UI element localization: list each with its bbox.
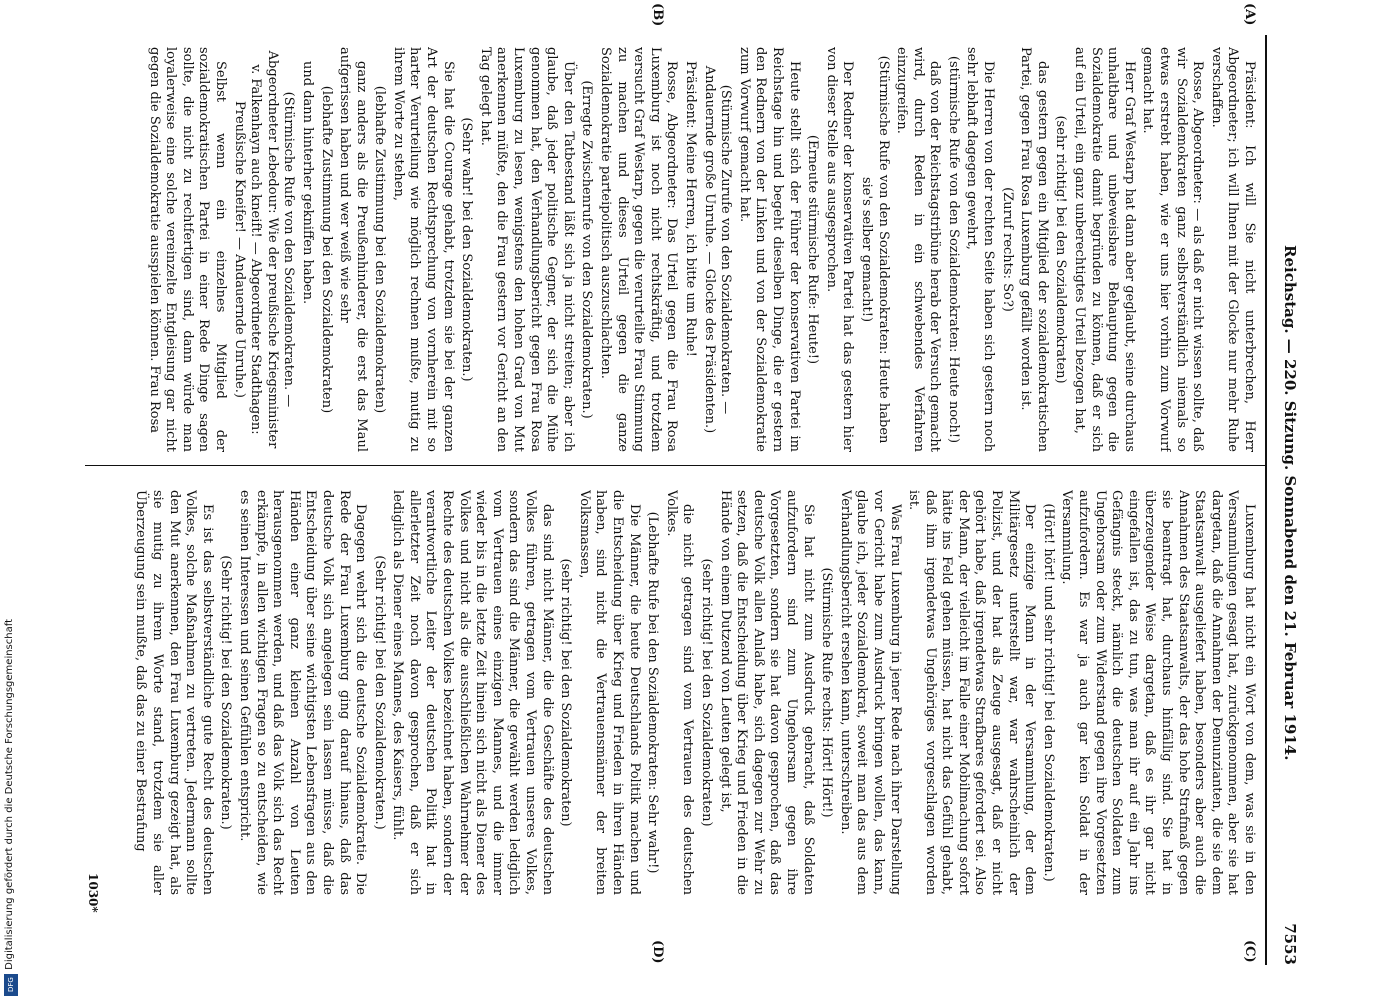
paragraph: (Stürmische Zurufe von den Sozialdemokraten. — Andauernde große Unruhe. — Glocke des Präsidenten.): [701, 65, 734, 434]
paragraph: Sie hat nicht zum Ausdruck gebracht, daß Soldaten aufzufordern sind zum Ungehorsam gegen ihre Vorgesetzten, sondern sie hat davon gesprochen, daß das deutsche Volk allen Anlaß habe, sich dagegen zur Wehr zu setzen, daß die Entscheidung über Krieg und Frieden in die Hände von einem Dutzend von Leuten gelegt ist,: [717, 490, 816, 895]
paragraph: Was Frau Luxemburg in jener Rede nach ihrer Darstellung vor Gericht habe zum Ausdruck bringen wollen, das kann, glaube ich, jeder Sozialdemokrat, soweit man das aus dem Verhandlungsbericht ersehen kann, unterschreiben.: [837, 490, 903, 895]
margin-marker-c: (C): [1242, 940, 1257, 963]
rotated-page-content: [85, 3, 1305, 965]
paragraph: (Sehr richtig! bei den Sozialdemokraten.): [371, 555, 387, 830]
paragraph: Der einzige Mann in der Versammlung, der dem Militärgesetz unterstellt war, war wahrscheinlich der Polizist, und der hat als Zeuge ausgesagt, daß er nicht gehört habe, daß irgendetwas Strafbares gefordert sei. Also der Mann, der vielleicht im Falle einer Mobilmachung sofort hätte ins Feld gehen müssen, hat nicht das Gefühl gehabt, daß ihm irgendetwas Ungehöriges vorgeschlagen worden ist.: [906, 490, 1038, 895]
paragraph: die nicht getragen sind vom Vertrauen des deutschen Volkes.: [663, 490, 696, 895]
paragraph: (Stürmische Rufe von den Sozialdemokraten. — Abgeordneter Lebedour: Wie der preußische Kriegsminister v. Falkenhayn auch kneift! — Abgeordneter Stadthagen: Preußische Kneifer! — Andauernde Unruhe.): [231, 50, 297, 449]
paragraph: (Sehr wahr! bei den Sozialdemokraten.): [459, 117, 475, 382]
digitization-credit-text: Digitalisierung gefördert durch die Deutsche Forschungsgemeinschaft: [4, 619, 15, 970]
sheet-signature: 1030*: [86, 873, 100, 913]
paragraph: (sehr richtig! bei den Sozialdemokraten): [699, 558, 714, 827]
paragraph: Rosse, Abgeordneter: Das Urteil gegen die Frau Rosa Luxemburg ist noch nicht rechtskräftig, und trotzdem versucht Graf Westarp, gegen die verurteilte Frau Stimmung zu machen und dieses Urteil gegen die ganze Sozialdemokratie parteipolitisch auszuschlachten.: [598, 47, 680, 452]
paragraph: Dagegen wehrt sich die deutsche Sozialdemokratie. Die Rede der Frau Luxemburg ging darauf hinaus, daß das deutsche Volk sich angelegen sein lassen müsse, daß die Entscheidung über seine wichtigsten Lebensfragen aus den Händen einer ganz kleinen Anzahl von Leuten herausgenommen werden, und daß das Volk sich das Recht erkämpfe, in allen wichtigen Fragen so zu entscheiden, wie es seinen Interessen und seinen Gefühlen entspricht.: [236, 490, 369, 895]
paragraph: Die Herren von der rechten Seite haben sich gestern noch sehr lebhaft dagegen gewehrt,: [964, 47, 997, 452]
paragraph: Selbst wenn ein einzelnes Mitglied der sozialdemokratischen Partei in einer Rede Dinge sagen sollte, die nicht zu rechtfertigen sind, dann würde man loyalerweise eine solche vereinzelte Entgleisung gar nicht gegen die Sozialdemokratie ausspielen können. Frau Rosa: [146, 47, 228, 452]
paragraph: (stürmische Rufe von den Sozialdemokraten: Heute noch!): [945, 55, 961, 444]
paragraph: (Hört! hört! und sehr richtig! bei den Sozialdemokraten.): [1040, 503, 1056, 882]
paragraph: Präsident: Meine Herren, ich bitte um Ruhe!: [683, 61, 698, 357]
dfg-logo: DFG: [4, 974, 18, 996]
paragraph: (Sehr richtig! bei den Sozialdemokraten.): [218, 555, 234, 830]
paragraph: (Erneute stürmische Rufe: Heute!): [805, 134, 821, 365]
page-header: [1271, 35, 1305, 965]
paragraph: Luxemburg hat nicht ein Wort von dem, was sie in den Versammlungen gesagt hat, zurückgenommen, aber sie hat dargetan, daß die Annahmen der Denunzianten, die sie dem Staatsanwalt ausgeliefert haben, besonders aber auch die Annahmen des Staatsanwalts, der das hohe Strafmaß gegen sie beantragt hat, durchaus hinfällig sind. Sie hat in überzeugender Weise dargetan, daß es ihr gar nicht eingefallen ist, das zu tun, was man ihr auf ein Jahr ins Gefängnis steckt, nämlich die deutschen Soldaten zum Ungehorsam oder zum Widerstand gegen ihre Vorgesetzten aufzufordern. Es war ja auch gar kein Soldat in der Versammlung.: [1059, 490, 1257, 895]
digitization-note: [4, 0, 20, 1000]
paragraph: (lebhafte Zustimmung bei den Sozialdemokraten): [318, 85, 334, 414]
paragraph: Über den Tatbestand läßt sich ja nicht streiten; aber ich glaube, daß jeder politische Gegner, der sich die Mühe genommen hat, den Verhandlungsbericht gegen Frau Rosa Luxemburg zu lesen, wenigstens den hohen Grad von Mut anerkennen müßte, den die Frau gestern vor Gericht an den Tag gelegt hat.: [477, 47, 576, 452]
paragraph: (Erregte Zwischenrufe von den Sozialdemokraten.): [579, 80, 595, 419]
paragraph: das gestern gegen ein Mitglied der sozialdemokratischen Partei, gegen Frau Rosa Luxemburg gefällt worden ist.: [1018, 47, 1050, 452]
page-header-title: Reichstag. — 220. Sitzung. Sonnabend den 21. Februar 1914.: [1281, 245, 1299, 761]
paragraph: Sie hat die Courage gehabt, trotzdem sie bei der ganzen Art der deutschen Rechtsprechung von vornherein mit so harter Verurteilung wie möglich rechnen mußte, mutig zu ihrem Worte zu stehen,: [390, 47, 456, 452]
paragraph: Es ist das selbstverständliche gute Recht des deutschen Volkes, solche Maßnahmen zu vertreten. Jedermann sollte den Mut anerkennen, den Frau Luxemburg gezeigt hat, als sie mutig zu ihrem Worte stand, trotzdem sie aller Überzeugung sein mußte, daß das zu einer Bestrafung: [133, 490, 215, 895]
margin-marker-a: (A): [1242, 3, 1257, 26]
paragraph: (Stürmische Rufe von den Sozialdemokraten: Heute haben sie's selber gemacht!): [858, 55, 891, 444]
paragraph: Rosse, Abgeordneter: — als daß er nicht wissen sollte, daß wir Sozialdemokraten ganz selbstverständlich niemals so etwas erstrebt haben, wie er uns hier vorhin zum Vorwurf gemacht hat.: [1140, 47, 1206, 452]
paragraph: (sehr richtig! bei den Sozialdemokraten): [1053, 115, 1069, 384]
margin-marker-d: (D): [650, 940, 665, 964]
paragraph: Die Männer, die heute Deutschlands Politik machen und die Entscheidung über Krieg und Frieden in ihren Händen haben, sind nicht die Vertrauensmänner der breiten Volksmassen,: [576, 490, 642, 895]
paragraph: (lebhafte Zustimmung bei den Sozialdemokraten): [372, 85, 388, 414]
right-text-column: [97, 490, 1257, 895]
paragraph: (Stürmische Rufe rechts: Hört! Hört!): [819, 567, 835, 818]
paragraph: Der Redner der konservativen Partei hat das gestern hier von dieser Stelle aus ausgesprochen.: [823, 47, 856, 452]
paragraph: Präsident: Ich will Sie nicht unterbrechen, Herr Abgeordneter; ich will Ihnen mit der Glocke nur mehr Ruhe verschaffen.: [1208, 47, 1257, 452]
margin-marker-b: (B): [650, 3, 665, 27]
column-divider: [85, 465, 1265, 466]
paragraph: daß von der Reichstagstribüne herab der Versuch gemacht wird, durch Reden in ein schwebendes Verfahren einzugreifen.: [894, 47, 943, 452]
left-text-column: [97, 47, 1257, 452]
paragraph: ganz anders als die Preußenhinderer, die erst das Maul aufgerissen haben und wer weiß wie sehr: [337, 47, 369, 452]
page-number: 7553: [1281, 923, 1299, 965]
paragraph: und dann hinterher gekniffen haben.: [299, 61, 315, 305]
paragraph: (sehr richtig! bei den Sozialdemokraten): [558, 558, 574, 827]
paragraph: Herr Graf Westarp hat dann aber geglaubt, seine durchaus unhaltbare und unbeweisbare Behauptung gegen die Sozialdemokratie damit begründen zu können, daß er sich auf ein Urteil, ein ganz unberechtigtes Urteil bezogen hat,: [1072, 47, 1137, 452]
paragraph: Heute stellt sich der Führer der konservativen Partei im Reichstage hin und begeht dieselben Dinge, die er gestern den Rednern von der Linken und von der Sozialdemokratie zum Vorwurf gemacht hat.: [736, 47, 802, 452]
header-rule: [1265, 35, 1267, 965]
paragraph: (Lebhafte Rufe bei den Sozialdemokraten: Sehr wahr!): [645, 511, 661, 874]
paragraph: das sind nicht Männer, die die Geschäfte des deutschen Volkes führen, getragen vom Vertrauen unseres Volkes, sondern das sind die Männer, die gewählt werden lediglich vom Vertrauen eines einzigen Mannes, und die immer wieder bis in die letzte Zeit hinein sich nicht als Diener des Volkes und nicht als die ausschließlichen Wahrnehmer der Rechte des deutschen Volkes bezeichnet haben, sondern der verantwortliche Leiter der deutschen Politik hat in allerletzter Zeit noch davon gesprochen, daß er sich lediglich als Diener eines Mannes, des Kaisers, fühlt.: [390, 490, 555, 895]
paragraph: (Zuruf rechts: So?): [999, 187, 1015, 312]
